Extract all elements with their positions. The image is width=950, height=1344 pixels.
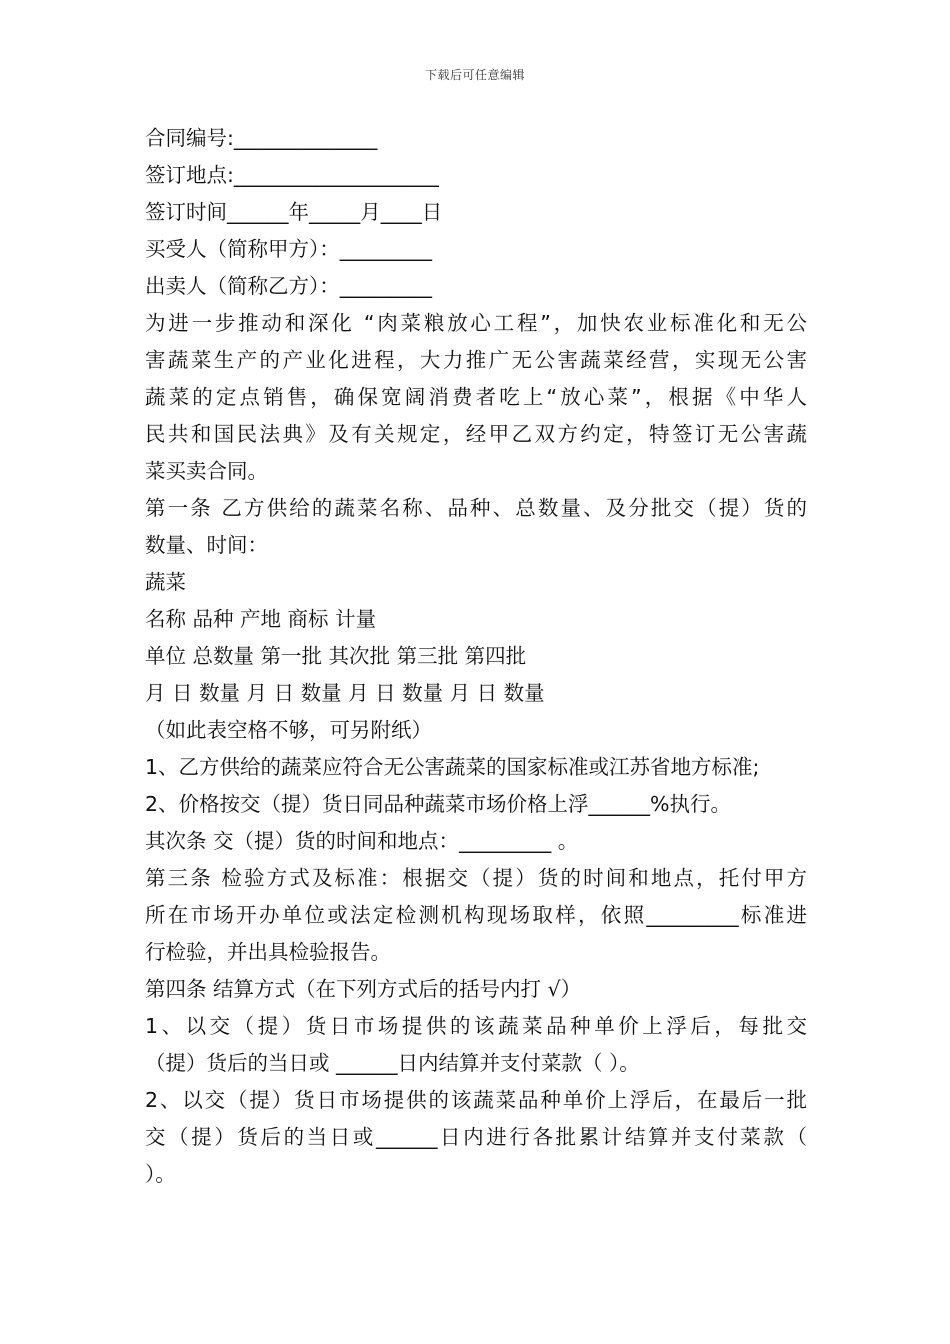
paragraph-line: 行检验，并出具检验报告。 [145,940,391,964]
paragraph-line: 菜买卖合同。 [145,459,268,483]
paragraph-line: 交（提）货后的当日或______日内进行各批累计结算并支付菜款（ [145,1125,807,1149]
paragraph-line: 签订时间______年_____月____日 [145,200,443,224]
paragraph-line: 出卖人（简称乙方）：_________ [145,274,432,298]
paragraph-line: 名称 品种 产地 商标 计量 [145,607,377,631]
paragraph-line: 单位 总数量 第一批 其次批 第三批 第四批 [145,644,527,668]
paragraph-line: 害蔬菜生产的产业化进程，大力推广无公害蔬菜经营，实现无公害 [145,348,807,372]
paragraph-line: 合同编号:______________ [145,126,378,150]
paragraph-line: 为进一步推动和深化 “肉菜粮放心工程”，加快农业标准化和无公 [145,311,807,335]
contract-body [145,120,815,1193]
paragraph-line: 1、以交（提）货日市场提供的该蔬菜品种单价上浮后，每批交 [145,1014,807,1038]
paragraph-line: 民共和国民法典》及有关规定，经甲乙双方约定，特签订无公害蔬 [145,422,807,446]
paragraph-line: 数量、时间： [145,533,268,557]
paragraph-line: 2、价格按交（提）货日同品种蔬菜市场价格上浮______%执行。 [145,792,732,816]
paragraph-line: 签订地点:____________________ [145,163,439,187]
paragraph-line: 1、乙方供给的蔬菜应符合无公害蔬菜的国家标准或江苏省地方标准; [145,755,760,779]
paragraph-line: 所在市场开办单位或法定检测机构现场取样，依照_________标准进 [145,903,807,927]
paragraph-line: 月 日 数量 月 日 数量 月 日 数量 月 日 数量 [145,681,545,705]
page-header: 下载后可任意编辑 [424,68,525,82]
paragraph-line: 其次条 交（提）货的时间和地点：_________ 。 [145,829,579,853]
paragraph-line: 第三条 检验方式及标准：根据交（提）货的时间和地点，托付甲方 [145,866,807,890]
paragraph-line: 第四条 结算方式（在下列方式后的括号内打 √） [145,977,582,1001]
paragraph-line: 买受人（简称甲方）：_________ [145,237,432,261]
paragraph-line: 蔬菜 [145,570,186,594]
paragraph-line: （提）货后的当日或 ______日内结算并支付菜款（ ）。 [145,1051,640,1075]
paragraph-line: 蔬菜的定点销售，确保宽阔消费者吃上“放心菜”，根据《中华人 [145,385,807,409]
paragraph-line: 第一条 乙方供给的蔬菜名称、品种、总数量、及分批交（提）货的 [145,496,807,520]
paragraph-line: ）。 [145,1162,176,1186]
paragraph-line: 2、以交（提）货日市场提供的该蔬菜品种单价上浮后，在最后一批 [145,1088,807,1112]
paragraph-line: （如此表空格不够，可另附纸） [145,718,432,742]
